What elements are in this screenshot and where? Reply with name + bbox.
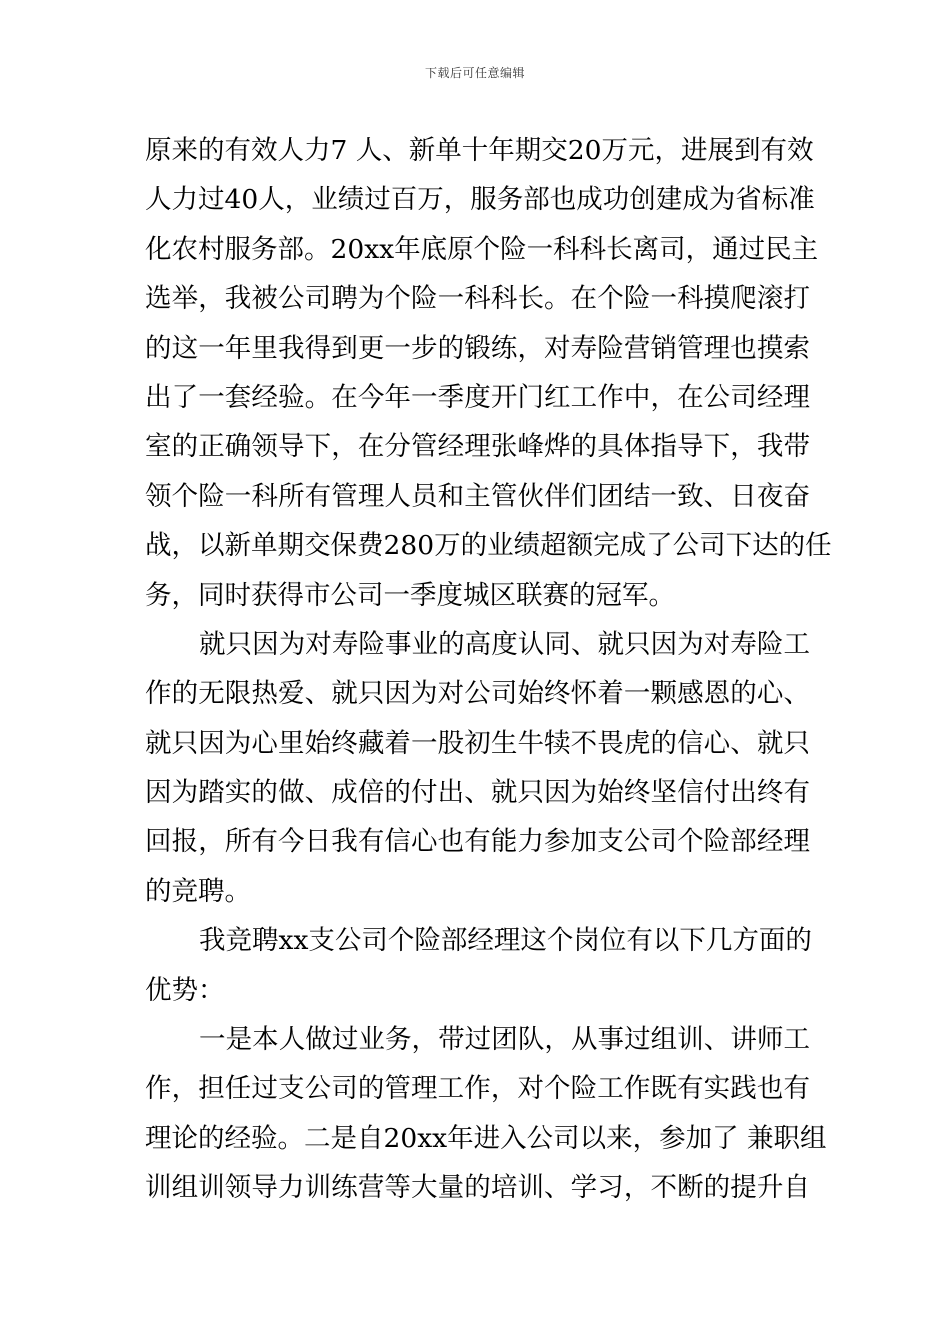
- text-line: 就只因为心里始终藏着一股初生牛犊不畏虎的信心、就只: [145, 727, 810, 759]
- paragraph-first-line: 我竞聘xx支公司个险部经理这个岗位有以下几方面的: [199, 925, 812, 957]
- text-line: 战，以新单期交保费280万的业绩超额完成了公司下达的任: [145, 530, 832, 562]
- text-line: 理论的经验。二是自20xx年进入公司以来，参加了 兼职组: [145, 1122, 827, 1154]
- text-line: 的竞聘。: [145, 875, 251, 907]
- text-line: 化农村服务部。20xx年底原个险一科科长离司，通过民主: [145, 233, 819, 265]
- document-body: [145, 126, 832, 1213]
- text-line: 回报，所有今日我有信心也有能力参加支公司个险部经理: [145, 826, 810, 858]
- text-line: 领个险一科所有管理人员和主管伙伴们团结一致、日夜奋: [145, 480, 810, 512]
- text-line: 作的无限热爱、就只因为对公司始终怀着一颗感恩的心、: [145, 678, 810, 710]
- paragraph-first-line: 一是本人做过业务，带过团队，从事过组训、讲师工: [199, 1024, 810, 1056]
- text-line: 的这一年里我得到更一步的锻练，对寿险营销管理也摸索: [145, 332, 810, 364]
- text-line: 作，担任过支公司的管理工作，对个险工作既有实践也有: [145, 1073, 810, 1105]
- paragraph-first-line: 就只因为对寿险事业的高度认同、就只因为对寿险工: [199, 628, 810, 660]
- text-line: 选举，我被公司聘为个险一科科长。在个险一科摸爬滚打: [145, 283, 810, 315]
- text-line: 室的正确领导下，在分管经理张峰烨的具体指导下，我带: [145, 431, 810, 463]
- text-line: 务，同时获得市公司一季度城区联赛的冠军。: [145, 579, 675, 611]
- text-line: 优势：: [145, 974, 225, 1006]
- text-line: 因为踏实的做、成倍的付出、就只因为始终坚信付出终有: [145, 777, 810, 809]
- text-line: 出了一套经验。在今年一季度开门红工作中，在公司经理: [145, 381, 810, 413]
- text-line: 原来的有效人力7 人、新单十年期交20万元，进展到有效: [145, 135, 814, 166]
- text-line: 训组训领导力训练营等大量的培训、学习，不断的提升自: [145, 1172, 810, 1204]
- text-line: 人力过40人，业绩过百万，服务部也成功创建成为省标准: [145, 184, 815, 216]
- page-header: 下载后可任意编辑: [424, 66, 525, 80]
